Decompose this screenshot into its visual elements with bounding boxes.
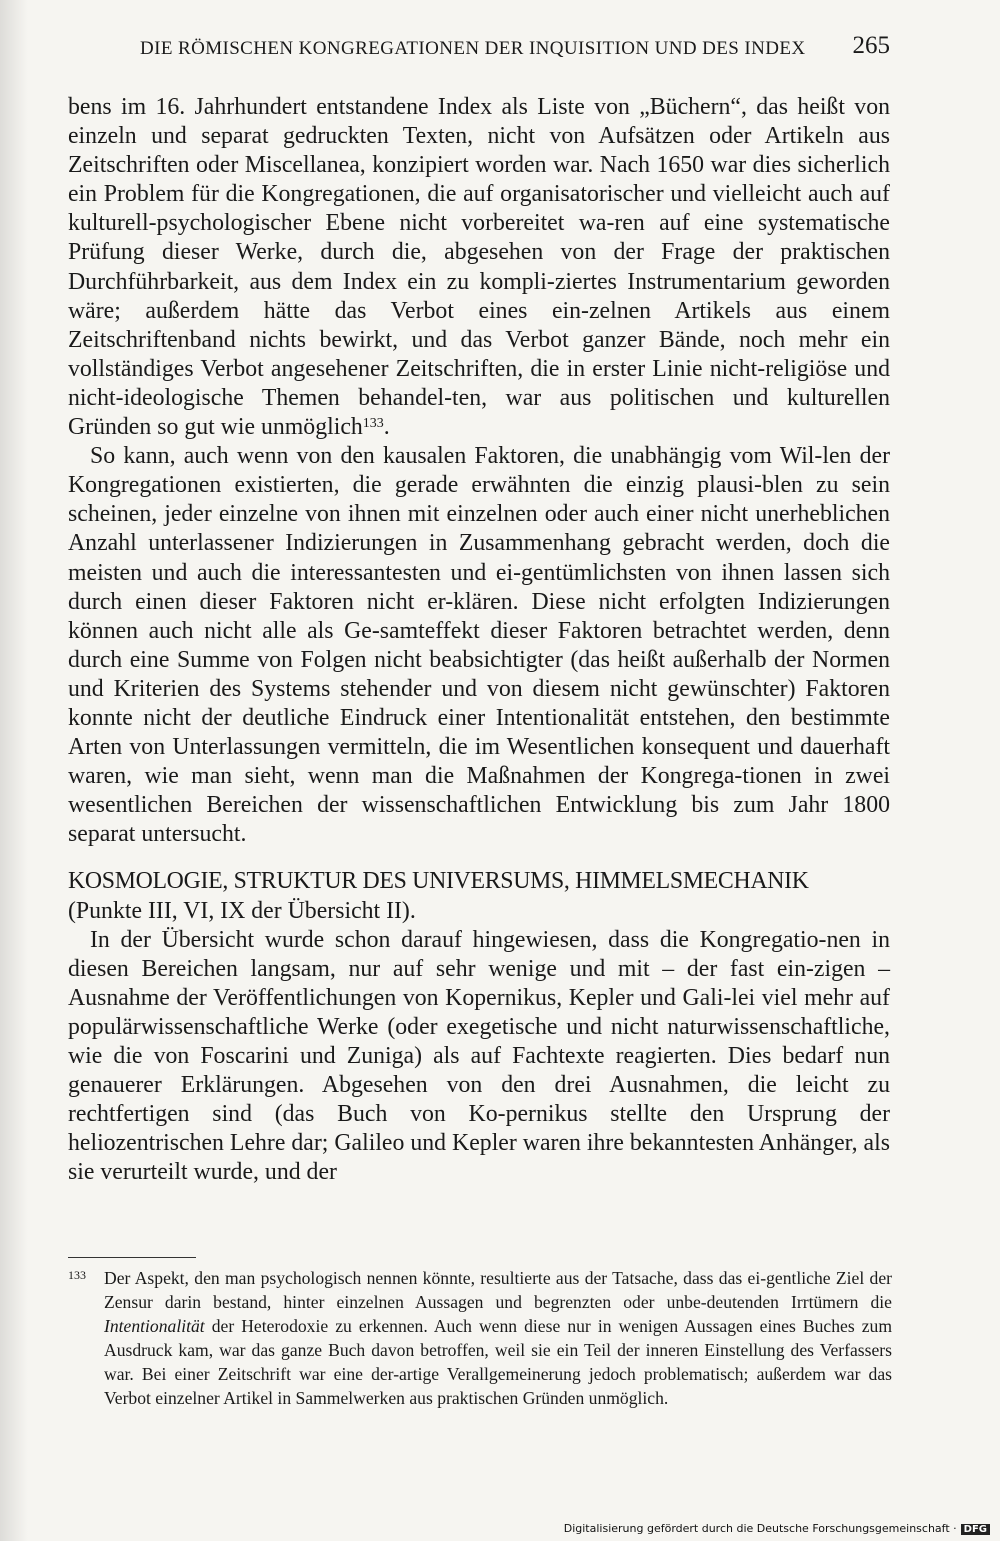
page-number: 265 [852,32,890,59]
footnote-text-after: der Heterodoxie zu erkennen. Auch wenn diese nur in wenigen Aussagen eines Buches zum Ausdruck kam, war das ganze Buch davon betroffen, weil sie ein Teil der inneren Einstellung des Verfassers war. Bei einer Zeitschrift war eine der-artige Verallgemeinerung jedoch problematisch; außerdem war das Verbot einzelner Artikel in Sammelwerken aus praktischen Gründen unmöglich. [104,1316,892,1408]
credit-text: Digitalisierung gefördert durch die Deutsche Forschungsgemeinschaft · [563,1522,957,1535]
running-title: DIE RÖMISCHEN KONGREGATIONEN DER INQUISITION UND DES INDEX [140,38,806,59]
paragraph-1-end: . [383,414,390,441]
dfg-logo: DFG [961,1524,990,1535]
body-text [68,93,890,1187]
paragraph-3: In der Übersicht wurde schon darauf hingewiesen, dass die Kongregatio-nen in diesen Bereichen langsam, nur auf sehr wenige und mit – der fast ein-zigen – Ausnahme der Veröffentlichungen von Kopernikus, Kepler und Gali-lei viel mehr auf populärwissenschaftliche Werke (oder exegetische und nicht naturwissenschaftliche, wie die von Foscarini und Zuniga) als auf Fachtexte reagierten. Dies bedarf nun genauerer Erklärungen. Abgesehen von den drei Ausnahmen, die leicht zu rechtfertigen sind (das Buch von Ko-pernikus stellte den Ursprung der heliozentrischen Lehre dar; Galileo und Kepler waren ihre bekanntesten Anhänger, als sie verurteilt wurde, und der [68,926,890,1186]
footnote [68,1266,892,1410]
footnote-divider [68,1257,196,1258]
section-subheading: (Punkte III, VI, IX der Übersicht II). [68,897,416,924]
gutter-shadow [0,0,28,1541]
page-header [68,30,890,70]
footnote-reference: 133 [362,416,384,432]
footnote-italic-term: Intentionalität [104,1316,205,1336]
paragraph-1 [68,93,890,442]
footnote-133: 133 Der Aspekt, den man psychologisch nennen könnte, resultierte aus der Tatsache, dass das ei-gentliche Ziel der Zensur darin bestand, hinter einzelnen Aussagen und begrenzten oder unbe-deutenden Irrtümern die Intentionalität der Heterodoxie zu erkennen. Auch wenn diese nur in wenigen Aussagen eines Buches zum Ausdruck kam, war das ganze Buch davon betroffen, weil sie ein Teil der inneren Einstellung des Verfassers war. Bei einer Zeitschrift war eine der-artige Verallgemeinerung jedoch problematisch; außerdem war das Verbot einzelner Artikel in Sammelwerken aus praktischen Gründen unmöglich. [68,1268,892,1408]
footnote-text-before: Der Aspekt, den man psychologisch nennen könnte, resultierte aus der Tatsache, dass das ei-gentliche Ziel der Zensur darin bestand, hinter einzelnen Aussagen und begrenzten oder unbe-deutenden Irrtümern die [104,1268,892,1312]
paragraph-1-text: bens im 16. Jahrhundert entstandene Index als Liste von „Büchern“, das heißt von einzeln und separat gedruckten Texten, nicht von Aufsätzen oder Artikeln aus Zeitschriften oder Miscellanea, konzipiert worden war. Nach 1650 war dies sicherlich ein Problem für die Kongregationen, die auf organisatorischer und vielleicht auch auf kulturell-psychologischer Ebene nicht vorbereitet wa-ren auf eine systematische Prüfung dieser Werke, durch die, abgesehen von der Frage der praktischen Durchführbarkeit, aus dem Index ein zu kompli-ziertes Instrumentarium geworden wäre; außerdem hätte das Verbot eines ein-zelnen Artikels aus einem Zeitschriftenband nichts bewirkt, und das Verbot ganzer Bände, noch mehr ein vollständiges Verbot angesehener Zeitschriften, die in erster Linie nicht-religiöse und nicht-ideologische Themen behandel-ten, war aus politischen und kulturellen Gründen so gut wie unmöglich [68,94,890,441]
section-heading: KOSMOLOGIE, STRUKTUR DES UNIVERSUMS, HIMMELSMECHANIK [68,868,809,895]
digitization-credit [564,1522,990,1535]
paragraph-2: So kann, auch wenn von den kausalen Faktoren, die unabhängig vom Wil-len der Kongregationen existierten, die gerade erwähnten die einzig plausi-blen zu sein scheinen, jeder einzelne von ihnen mit einzelnen oder auch einer nicht unerheblichen Anzahl unterlassener Indizierungen in Zusammenhang gebracht werden, doch die meisten und auch die interessantesten und ei-gentümlichsten von ihnen lassen sich durch einen dieser Faktoren nicht er-klären. Diese nicht erfolgten Indizierungen können auch nicht alle als Ge-samteffekt dieser Faktoren betrachtet werden, denn durch eine Summe von Folgen nicht beabsichtigter (das heißt außerhalb der Normen und Kriterien des Systems stehender und von diesem nicht gewünschter) Faktoren konnte nicht der deutliche Eindruck einer Intentionalität entstehen, den bestimmte Arten von Unterlassungen vermitteln, die im Wesentlichen konsequent und dauerhaft waren, wie man sieht, wenn man die Maßnahmen der Kongrega-tionen in zwei wesentlichen Bereichen der wissenschaftlichen Entwicklung bis zum Jahr 1800 separat untersucht. [68,443,890,848]
